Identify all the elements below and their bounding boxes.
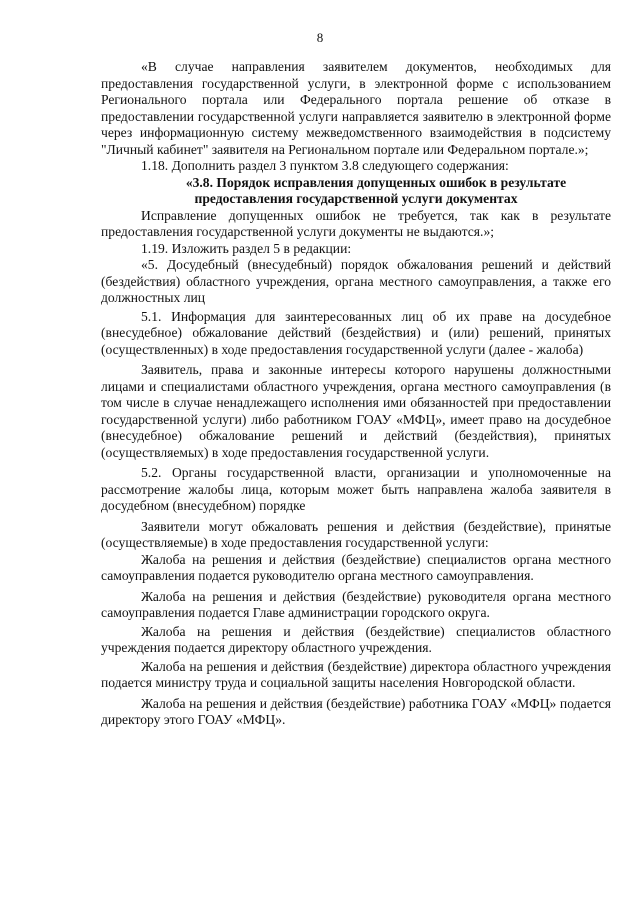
paragraph-amendment-1-19: 1.19. Изложить раздел 5 в редакции: [141,240,352,256]
paragraph-amendment-1-18: 1.18. Дополнить раздел 3 пунктом 3.8 следующего содержания: [141,158,509,173]
paragraph-5-1: 5.1. Информация для заинтересованных лиц об их праве на досудебное (внесудебное) обжалование действий (бездействия) и (или) решений, принятых (осуществленных) в ходе предоставления государственной услуги (далее - жалоба) [101,308,611,357]
paragraph-complaint-regional-specialists: Жалоба на решения и действия (бездействие) специалистов областного учреждения подается директору областного учреждения. [101,623,611,655]
document-body [101,59,611,729]
paragraph-complaint-mfc: Жалоба на решения и действия (бездействие) работника ГОАУ «МФЦ» подается директору этого ГОАУ «МФЦ». [101,695,611,727]
paragraph-complaint-municipal-head: Жалоба на решения и действия (бездействие) руководителя органа местного самоуправления подается Главе администрации городского округа. [101,588,611,620]
section-heading-3-8: «3.8. Порядок исправления допущенных ошибок в результате предоставления государственной услуги документах [185,174,567,206]
section-heading-5: «5. Досудебный (внесудебный) порядок обжалования решений и действий (бездействия) областного учреждения, органа местного самоуправления, а также его должностных лиц [101,257,611,305]
page-number: 8 [316,30,324,45]
paragraph-5-2: 5.2. Органы государственной власти, организации и уполномоченные на рассмотрение жалобы лица, которым может быть направлена жалоба заявителя в досудебном (внесудебном) порядке [101,465,611,513]
paragraph-appeal-scope: Заявители могут обжаловать решения и действия (бездействие), принятые (осуществляемые) в ходе предоставления государственной услуги: [101,518,611,550]
paragraph-complaint-regional-director: Жалоба на решения и действия (бездействие) директора областного учреждения подается министру труда и социальной защиты населения Новгородской области. [101,658,611,690]
paragraph-no-correction: Исправление допущенных ошибок не требуется, так как в результате предоставления государственной услуги документы не выдаются.»; [101,207,611,239]
paragraph-electronic-refusal: «В случае направления заявителем документов, необходимых для предоставления государственной услуги, в электронной форме с использованием Регионального портала или Федерального портала решение об отказе в предоставлении государственной услуги направляется заявителю в электронной форме через информационную систему межведомственного взаимодействия в подсистему "Личный кабинет" заявителя на Региональном портале или Федеральном портале.»; [101,59,611,157]
paragraph-applicant-rights: Заявитель, права и законные интересы которого нарушены должностными лицами и специалистами областного учреждения, органа местного самоуправления (в том числе в случае ненадлежащего исполнения ими обязанностей при предоставлении государственной услуги) либо работником ГОАУ «МФЦ», имеет право на досудебное (внесудебное) обжалование решений и действий (бездействия), принятых (осуществляемых) в ходе предоставления государственной услуги. [101,362,611,460]
paragraph-complaint-municipal-specialists: Жалоба на решения и действия (бездействие) специалистов органа местного самоуправления подается руководителю органа местного самоуправления. [101,551,611,583]
